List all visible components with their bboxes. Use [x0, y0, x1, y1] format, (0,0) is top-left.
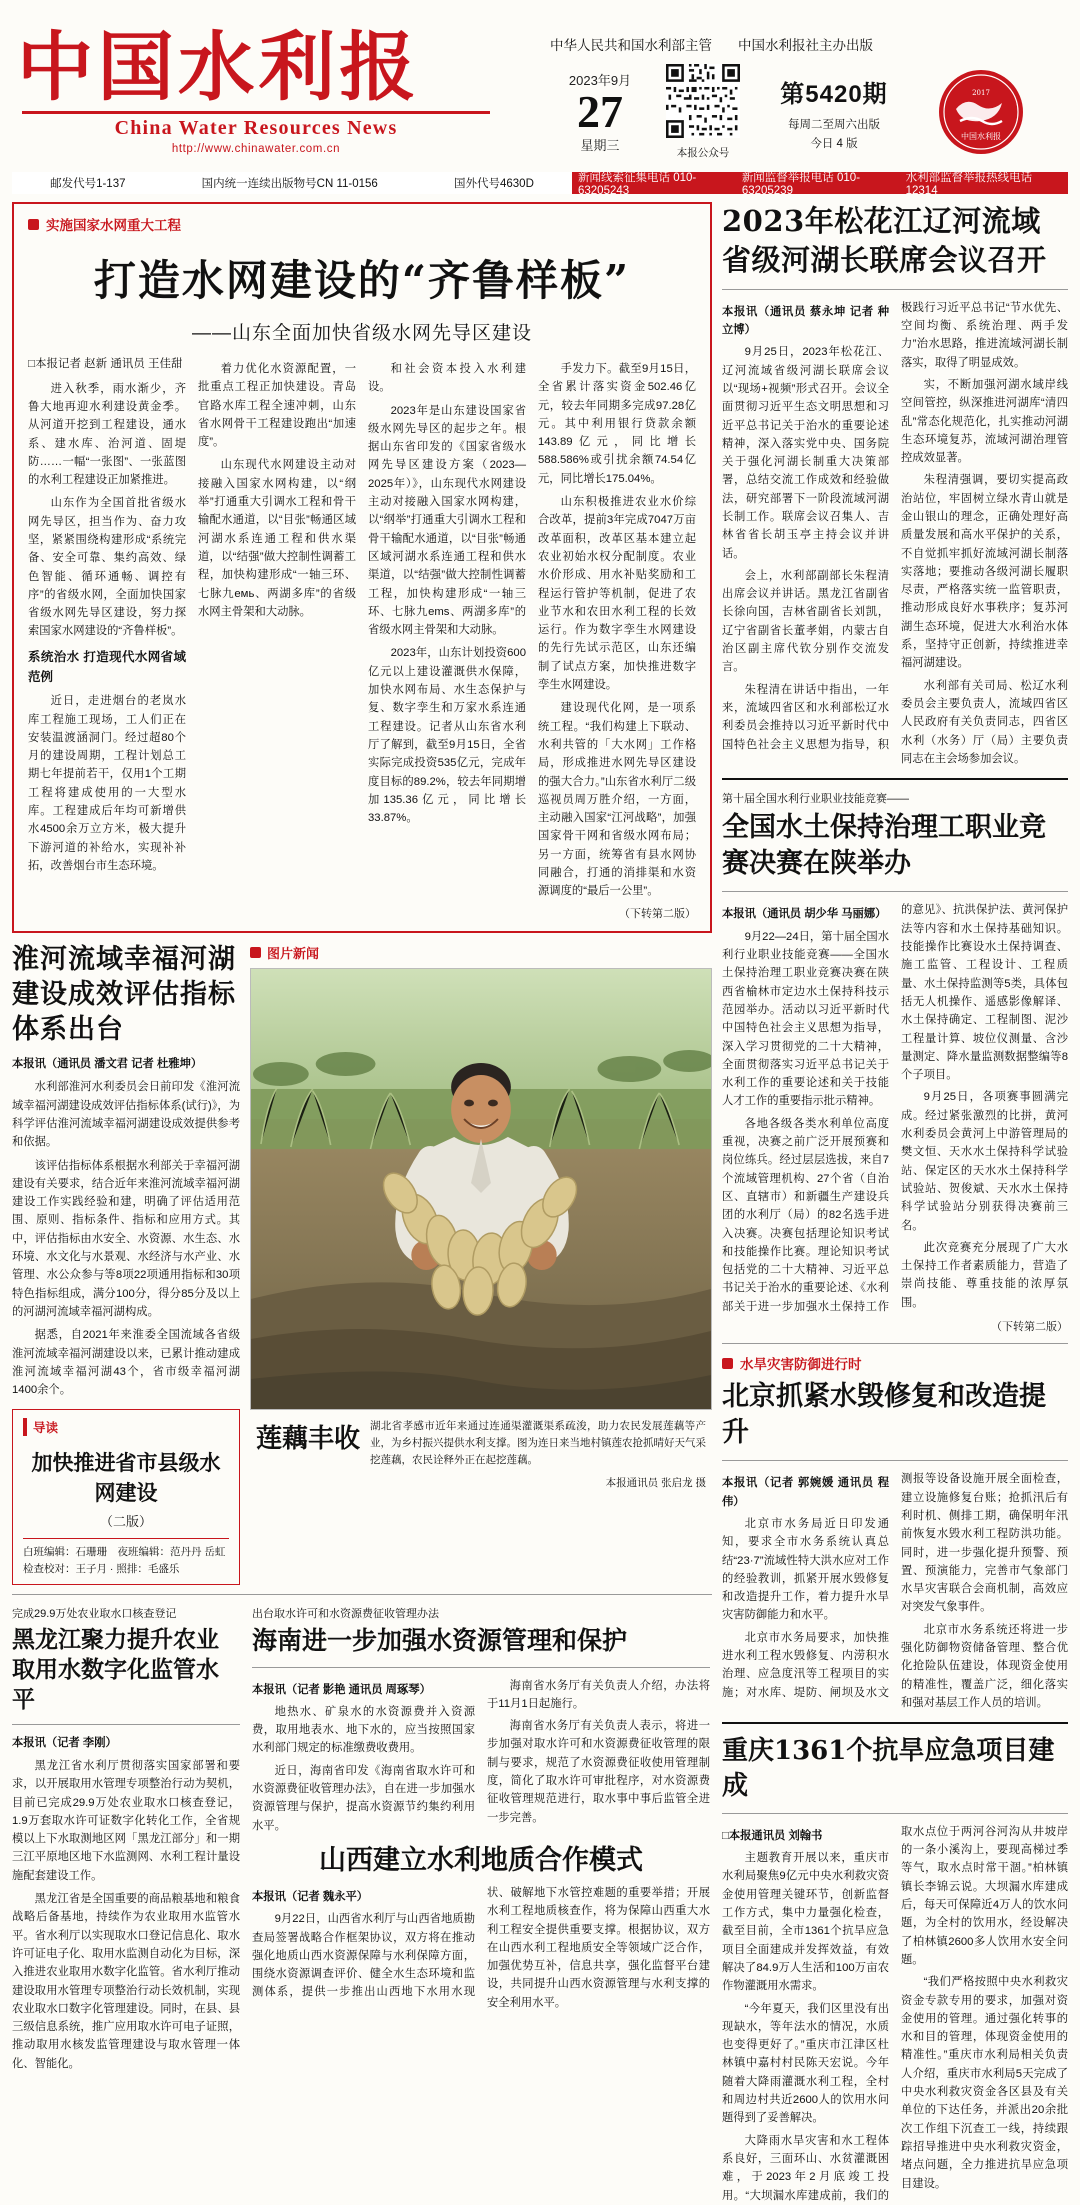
date-day: 27	[577, 86, 623, 137]
news-supervise-phone: 新闻监督举报电话 010-63205239	[741, 172, 861, 197]
lead-col-2	[198, 355, 356, 923]
overseas-code: 国外代号4630D	[454, 178, 534, 190]
lead-story	[12, 202, 712, 933]
code-bar-right	[572, 172, 1068, 197]
editor-line-1: 白班编辑：石珊珊 夜班编辑：范丹丹 岳虹	[23, 1546, 226, 1559]
postal-code: 邮发代号1-137	[50, 178, 126, 190]
hainan-byline: 本报讯（记者 影艳 通讯员 周琢琴）	[252, 1683, 431, 1696]
huaihe-article	[12, 943, 240, 1585]
divider	[722, 891, 1068, 892]
beijing-kicker-label: 水旱灾害防御进行时	[740, 1357, 862, 1373]
skills-kicker: 第十届全国水利行业职业技能竞赛——	[722, 793, 909, 806]
shanxi-body	[252, 1884, 710, 2012]
photo-news-kicker	[250, 943, 712, 962]
heilongjiang-kicker: 完成29.9万处农业取水口核查登记	[12, 1608, 177, 1620]
third-row	[12, 1605, 712, 2078]
divider	[252, 1667, 710, 1668]
chongqing-article	[722, 1734, 1068, 2205]
issue-block	[754, 74, 914, 151]
masthead	[12, 0, 1068, 160]
paragraph: 实，不断加强河湖水域岸线空间管控，纵深推进河湖库“清四乱”常态化规范化，扎实推动河湖生态环境复苏，流域河湖治理管控成效显著。	[901, 378, 1068, 465]
paragraph: 此次竞赛充分展现了广大水土保持工作者素质能力，营造了崇尚技能、尊重技能的浓厚氛围。	[901, 1241, 1068, 1309]
left-column	[12, 202, 712, 2205]
divider	[722, 1813, 1068, 1814]
heilongjiang-article	[12, 1605, 240, 2078]
heilongjiang-body	[12, 1734, 240, 2073]
divider	[722, 289, 1068, 290]
lead-headline: 打造水网建设的“齐鲁样板”	[93, 256, 631, 305]
code-bar	[12, 172, 1068, 197]
paragraph	[252, 1888, 475, 1906]
paragraph: 主题教育开展以来，重庆市水利局聚焦9亿元中央水利救灾资金使用管理关键环节，创新监督工作方式，集中力量强化检查，截至目前，全市1361个抗旱应急项目全面建成并发挥效益，有效解决了84.9万人生活和100万亩农作物灌溉用水需求。	[722, 1852, 889, 1993]
guide-credits	[23, 1538, 229, 1578]
chongqing-byline: □本报通讯员 刘翰书	[722, 1829, 823, 1842]
photo-caption-title: 莲藕丰收	[256, 1424, 361, 1455]
paragraph: 9月22日，山西省水利厅与山西省地质勘查局签署战略合作框架协议，双方将在推动强化地质山西水资源保障与水利保障方面，围绕水资源调查评价、健全水生态环境和监测体系，提供一步推出山西地下水用水现状、破解地下水管控难题的重要举措；开展水利工程地质核查作，将为保障山西重大水利工程安全提供重要支撑。根据协议，双方在山西水利工程地质安全等领域广泛合作，加强优势互补，信息共享，强化监督平台建设，共同提升山西水资源管理与水利支撑的安全利用水平。	[252, 1886, 710, 2009]
paragraph: 朱程清强调，要切实提高政治站位，牢固树立绿水青山就是金山银山的理念，正确处理好高质量发展和高水平保护的关系，不自觉抓牢抓好流域河湖长制落实落地；要推动各级河湖长履职尽责，严格落实统一监管职责，推动形成良好水事秩序；复苏河湖生态环境，促进大水利治水体系，坚持守正创新，持续推进幸福河湖建设。	[901, 474, 1068, 670]
photo-caption-row	[250, 1410, 712, 1470]
hainan-kicker: 出台取水许可和水资源费征收管理办法	[252, 1608, 439, 1620]
heilongjiang-headline: 黑龙江聚力提升农业取用水数字化监管水平	[12, 1626, 219, 1713]
songhua-liaohe-article	[722, 202, 1068, 768]
paragraph: 手发力下。截至9月15日，全省累计落实资金502.46亿元，较去年同期多完成97.28亿元。其中利用银行贷款余额143.89亿元，同比增长588.586%或引扰余额74.54亿元，同比增长175.04%。	[538, 363, 696, 485]
paragraph	[12, 1734, 240, 1752]
lead-col-4	[538, 355, 696, 923]
qr-code-block[interactable]	[666, 64, 740, 160]
square-bullet-icon	[250, 947, 261, 958]
date-year-month: 2023年9月	[568, 73, 632, 88]
cn-serial: 国内统一连续出版物号CN 11-0156	[201, 178, 378, 190]
chongqing-headline: 重庆1361个抗旱应急项目建成	[722, 1736, 1055, 1802]
divider	[12, 1724, 240, 1725]
lead-kicker	[28, 214, 696, 234]
continuation-note: （下转第二版）	[991, 1321, 1068, 1334]
skills-competition-article	[722, 790, 1068, 1334]
guide-box[interactable]	[12, 1409, 240, 1585]
paragraph: 朱程清在讲话中指出，一年来，流域四省区和水利部松辽水利委员会推持以习近平新时代中国特色社会主义思想为指导，积极践行习近平总书记“节水优先、空间均衡、系统治理、两手发力”治水思路，推进流域河湖长制落实，取得了明显成效。	[722, 301, 1068, 751]
paragraph: 山东现代水网建设主动对接融入国家水网构建，以“纲举”打通重大引调水工程和骨干输配水通道，以“目张”畅通区域河湖水系连通工程和供水渠道，以“结强”做大控制性调蓄工程，加快构建形成“一轴三环、七脉九емь、两湖多库”的省级水网主骨架和大动脉。	[198, 459, 356, 618]
lead-byline: □本报记者 赵新 通讯员 王佳甜	[28, 358, 183, 370]
paragraph: 9月25日，2023年松花江、辽河流域省级河湖长联席会议以“现场+视频”形式召开。会议全面贯彻习近平生态文明思想和习近平总书记关于治水的重要论述精神，深入落实党中央、国务院关于强化河湖长制重大决策部署，总结交流工作成效和经验做法，研究部署下一阶段流域河湖长制工作。联席会议召集人、吉林省省长胡玉亭主持会议并讲话。	[722, 346, 889, 560]
seal-icon	[938, 69, 1024, 155]
paragraph: 9月22—24日，第十届全国水利行业职业技能竞赛——全国水土保持治理工职业竞赛决赛在陕西省榆林市定边水土保持科技示范园举办。活动以习近平新时代中国特色社会主义思想为指导，深入学习贯彻党的二十大精神，全面贯彻落实习近平总书记关于水利工作的重要论述和关于技能人才工作的重要指示批示精神。	[722, 930, 889, 1108]
square-bullet-icon	[722, 1358, 733, 1369]
paragraph: 海南省水务厅有关负责人表示，将进一步加强对取水许可和水资源费征收管理的限制与要求，规范了水资源费征收使用管理制度，简化了取水许可审批程序，对水资源费征收管理规范进行，取水事中事后监管全进一步完善。	[487, 1720, 710, 1824]
lotus-root-harvest-photo	[251, 969, 711, 1409]
masthead-right	[532, 28, 1058, 160]
huaihe-byline: 本报讯（通讯员 潘文君 记者 杜雅坤）	[12, 1058, 203, 1071]
paragraph: 山东作为全国首批省级水网先导区，担当作为、奋力攻坚，紧紧围绕构建形成“系统完备、安全可靠、集约高效、绿色智能、循环通畅、调控有序”的省级水网，全面加快国家省级水网先导区建设，努力探索国家水网建设的“齐鲁样板”。	[28, 497, 186, 638]
paragraph: 地热水、矿泉水的水资源费并入资源费，取用地表水、地下水的，应当按照国家水利部门规定的标准缴费收费用。	[252, 1705, 475, 1755]
page-content	[12, 202, 1068, 2205]
editor-line-2: 检查校对：王子月 · 照排：毛盛乐	[23, 1563, 180, 1576]
paragraph: 黑龙江省是全国重要的商品粮基地和粮食战略后备基地，持续作为农业取用水监管水平。省水利厅以实现取水口登记信息化、取水许可证电子化、取用水监测自动化为目标，深入推进农业取用水数字化监管。省水利厅推动建设取用水管理专项整治行动长效机制，实现农业取水口数字化管理建设。同时，在县、县三级信息系统，推广应用取水许可电子证照，推动取用水核发监管理建设与取水管理一体化、智能化。	[12, 1893, 240, 2070]
continuation-note: （下转第二版）	[619, 907, 696, 920]
paragraph	[12, 1055, 240, 1073]
ministry-hotline: 水利部监督举报热线电话 12314	[905, 172, 1033, 197]
paragraph: 和社会资本投入水利建设。	[368, 363, 526, 394]
logo-divider	[22, 111, 490, 114]
beijing-article	[722, 1353, 1068, 1712]
songhua-body	[722, 299, 1068, 768]
paragraph: 据悉，自2021年来淮委全国流域各省级淮河流域幸福河湖建设以来，已累计推动建成淮河流域幸福河湖43个，省市级幸福河湖1400余个。	[12, 1329, 240, 1397]
anniversary-seal	[938, 69, 1024, 155]
paragraph: 北京市水务局近日印发通知，要求全市水务系统认真总结“23·7”流域性特大洪水应对工作的经验教训，抓紧开展水毁修复和改造提升工作，着力提升水旱灾害防御能力和水平。	[722, 1517, 889, 1622]
huaihe-body	[12, 1055, 240, 1399]
paragraph: 海南省水务厅有关负责人介绍，办法将于11月1日起施行。	[487, 1679, 710, 1710]
paragraph: 大降雨水旱灾害和水工程体系良好，三面环山、水贫灌溉困难，于2023年2月底竣工投用。“大坝漏水库建成前，我们的取水点位于两河谷河沟从井坡岸的一条小溪沟上，要现高梯过季等气，取水点时常干涸。”柏林镇镇长李锦云说。大坝漏水库建成后，每天可保障近4万人的饮水问题，为全村的饮用水，经设解决了柏林镇2600多人饮用水安全问题。	[722, 1825, 1068, 2202]
paragraph: 黑龙江省水利厅贯彻落实国家部署和要求，以开展取用水管理专项整治行动为契机，目前已完成29.9万处农业取水口核查登记，1.9万套取水许可证数字化转化工作，全省规模以上下水取测地区网「黑龙江部分」和一期三江平原地区地下水监测网、水利工程计量设施配套建设工作。	[12, 1759, 240, 1882]
paragraph: 该评估指标体系根据水利部关于幸福河湖建设有关要求，结合近年来淮河流域幸福河湖建设工作实践经验和建，明确了评估适用范围、原则、指标条件、指标和应用方式。其中，评估指标由水安全、水资源、水生态、水环境、水文化与水景观、水经济与水产业、水管理、水公众参与等8项22项通用指标和30项特色指标组成，满分100分，得分85分及以上的河湖河流域幸福河湖构成。	[12, 1159, 240, 1318]
chongqing-body	[722, 1823, 1068, 2205]
paragraph: 近日，走进烟台的老岚水库工程施工现场，工人们正在安装温渡涵洞门。经过超80个月的建设周期，工程计划总工期七年提前若干，仅用1个工期工程将建成使用的一大型水库。工程建成后年均可新增供水4500余万立方米，极大提升下游河道的补给水，实现补补拓，改善烟台市生态环境。	[28, 695, 186, 872]
divider	[722, 1722, 1068, 1724]
svg-text:中国水利报: 中国水利报	[961, 132, 1001, 141]
masthead-supervisors	[548, 28, 1058, 64]
photo-news-label: 图片新闻	[267, 946, 320, 962]
lead-section-head: 系统治水 打造现代水网省域范例	[28, 649, 186, 685]
beijing-byline: 本报讯（记者 郭婉媛 通讯员 程伟）	[722, 1477, 889, 1508]
date-weekday: 星期三	[580, 138, 620, 153]
beijing-body	[722, 1470, 1068, 1712]
beijing-headline: 北京抓紧水毁修复和改造提升	[722, 1381, 1046, 1449]
paragraph	[252, 1681, 475, 1699]
skills-byline: 本报讯（通讯员 胡少华 马丽娜）	[722, 908, 887, 921]
lead-col-1	[28, 355, 186, 923]
paragraph: 2023年，山东计划投资600亿元以上建设灌溉供水保障，加快水网布局、水生态保护与复、数字孪生和万家水系连通工程建设。记者从山东省水利厅了解到，截至9月15日，全省实际完成投资535亿元，完成年度目标的89.2%，较去年同期增加135.36亿元，同比增长33.87%。	[368, 647, 526, 825]
qr-code-icon[interactable]	[666, 64, 740, 138]
paragraph: 北京市水务局要求，加快推进水利工程水毁修复、内涝积水治理、应急度汛等工程项目的实施；对水库、堤防、闸坝及水文测报等设备设施开展全面检查，建立设施修复台账；抢抓汛后有利时机、侧排工期，确保明年汛前恢复水毁水利工程防洪功能。同时，进一步强化提升预警、预置、预演能力，完善市气象部门水旱灾害联合会商机制，高效应对突发气象事件。	[722, 1473, 1068, 1699]
paragraph: 近日，海南省印发《海南省取水许可和水资源费征收管理办法》，自在进一步加强水资源管理与保护，提高水资源节约集约利用水平。	[252, 1764, 475, 1832]
paragraph: 进入秋季，雨水渐少，齐鲁大地再迎水利建设黄金季。从河道开挖到工程建设，通水系、建水库、治河道、固堤防……一幅“一张图”、一张蓝图的水利工程建设正加紧推进。	[28, 382, 186, 487]
paragraph: 会上，水利部副部长朱程清出席会议并讲话。黑龙江省副省长徐向国，吉林省副省长刘凯，辽宁省副省长董孝娟，内蒙古自治区副主席代钦分别作交流发言。	[722, 569, 889, 674]
paragraph: 山东积极推进农业水价综合改革，提前3年完成7047万亩改革面积，改革区基本建立起农业初始水权分配制度。农业水价形成、用水补贴奖励和工程运行管护等机制，促进了农业节水和农田水利工程的长效运行。作为数字孪生水网建设的先行先试示范区，山东还编制了试点方案，加快推进数字孪生水网建设。	[538, 496, 696, 692]
lead-col-3	[368, 355, 526, 923]
paragraph: 水利部有关司局、松辽水利委员会主要负责人，流域四省区人民政府有关负责同志，四省区水利（水务）厅（局）主要负责同志在主会场参加会议。	[901, 679, 1068, 765]
second-row	[12, 943, 712, 1585]
paper-title-cn: 中国水利报	[16, 23, 420, 111]
paragraph	[722, 905, 889, 923]
qr-caption: 本报公众号	[676, 147, 730, 159]
paper-title-en: China Water Resources News	[114, 116, 398, 139]
page-count: 今日 4 版	[810, 137, 858, 150]
beijing-kicker	[722, 1353, 1068, 1373]
skills-body	[722, 901, 1068, 1316]
heilongjiang-byline: 本报讯（记者 李刚）	[12, 1736, 117, 1749]
hainan-article	[252, 1605, 710, 2078]
right-column	[722, 202, 1068, 2205]
shanxi-byline: 本报讯（记者 魏永平）	[252, 1890, 369, 1903]
guide-tag: 导读	[23, 1418, 58, 1436]
songhua-headline: 2023年松花江辽河流域省级河湖长联席会议召开	[722, 204, 1047, 277]
lead-subheadline: ——山东全面加快省级水网先导区建设	[191, 323, 532, 344]
issue-number: 第5420期	[780, 80, 888, 108]
divider	[722, 1343, 1068, 1344]
photo-frame	[250, 968, 712, 1410]
paragraph: 各地各级各类水利单位高度重视，决赛之前广泛开展预赛和岗位练兵。经过层层选拔，来自7个流域管理机构、27个省（自治区、直辖市）和新疆生产建设兵团的水利厅（局）的82名选手进入决赛。决赛包括理论知识考试和技能操作比赛。理论知识考试包括党的二十大精神、习近平总书记关于治水的重要论述、《水利部关于进一步加强水土保持工作的意见》、抗洪保护法、黄河保护法等内容和水土保持基础知识。技能操作比赛设水土保持调查、施工监管、工程设计、工程质量、水土保持监测等5类，具体包括无人机操作、遥感影像解译、水土保持确定、工程制图、泥沙工程量计算、坡位仪测量、含沙量测定、降水量监测数据整编等8个子项目。	[722, 904, 1068, 1313]
paragraph: 着力优化水资源配置，一批重点工程正加快建设。青岛官路水库工程全速冲刺，山东省水网骨干工程建设跑出“加速度”。	[198, 363, 356, 449]
paragraph	[722, 303, 889, 340]
paragraph	[722, 1474, 889, 1511]
svg-text:2017: 2017	[972, 89, 990, 97]
photo-credit: 本报通讯员 张启龙 摄	[605, 1476, 706, 1489]
publish-frequency: 每周二至周六出版	[788, 118, 880, 131]
hainan-body	[252, 1677, 710, 1835]
divider	[12, 1594, 712, 1595]
paragraph	[722, 1827, 889, 1845]
photo-news	[250, 943, 712, 1585]
paragraph: 北京市水务系统还将进一步强化防御物资储备管理、整合优化抢险队伍建设，体现资金使用的精准性，覆盖广泛，细化落实和强对基层工作人员的培训。	[901, 1623, 1068, 1709]
paper-url: http://www.chinawater.com.cn	[171, 142, 341, 155]
code-bar-left	[12, 172, 572, 194]
skills-headline: 全国水土保持治理工职业竞赛决赛在陕举办	[722, 812, 1046, 880]
publisher-label: 中国水利报社主办出版	[738, 38, 873, 53]
guide-page-ref: （二版）	[99, 1514, 152, 1530]
hainan-headline: 海南进一步加强水资源管理和保护	[252, 1626, 628, 1655]
news-tip-phone: 新闻线索征集电话 010-63205243	[578, 172, 697, 197]
divider	[722, 1460, 1068, 1461]
songhua-byline: 本报讯（通讯员 蔡永坤 记者 种立博）	[722, 305, 889, 337]
paragraph: 2023年是山东建设国家省级水网先导区的起步之年。根据山东省印发的《国家省级水网先导区建设方案（2023—2025年）》，山东现代水网建设主动对接融入国家水网构建，以“纲举”打通重大引调水工程和骨干输配水通道，以“目张”畅通区域河湖水系连通工程和供水渠道，以“结强”做大控制性调蓄工程，加快构建形成“一轴三环、七脉九ems、两湖多库”的省级水网主骨架和大动脉。	[368, 404, 526, 637]
paragraph: 建设现代化网，是一项系统工程。“我们构建上下联动、水利共管的「大水网」工作格局，形成推进水网先导区建设的强大合力。”山东省水利厅二级巡视员周万胜介绍，一方面，主动融入国家“江河战略”，加强国家骨干网和省级水网布局；另一方面，统筹省有县水网协同融合，打通的消排渠和水资源调度的“最后一公里”。	[538, 702, 696, 898]
paragraph: 9月25日，各项赛事圆满完成。经过紧张激烈的比拼，黄河水利委员会黄河上中游管理局的樊文恒、天水水土保持科学试验站、保定区的天水水土保持科学试验站、贺俊斌、天水水土保持科学试验站分别获得决赛前三名。	[901, 1091, 1068, 1232]
paragraph: “我们严格按照中央水利救灾资金专款专用的要求，加强对资金使用的管理。通过强化转事的水和目的管理，体现资金使用的精准性。”重庆市水利局相关负责人介绍，重庆市水利局5天完成了中央水利救灾资金各区县及有关单位的下达任务，并派出20余批次工作组下沉查工一线，持续跟踪招导推进中央水利救灾资金，堵点问题，全力推进抗旱应急项目建设。	[901, 1976, 1068, 2190]
masthead-logo	[16, 23, 532, 155]
lead-body	[28, 355, 696, 923]
issue-date	[548, 70, 652, 154]
shanxi-headline: 山西建立水利地质合作模式	[319, 1844, 643, 1876]
square-bullet-icon	[28, 219, 39, 230]
lead-kicker-label: 实施国家水网重大工程	[46, 218, 181, 233]
photo-caption-text: 湖北省孝感市近年来通过连通渠灌溉渠系疏浚，助力农民发展莲藕等产业，为乡村振兴提供水利支撑。图为连日来当地村镇莲农抢抓晴好天气采挖莲藕，农民诠释外正在起挖莲藕。	[370, 1420, 707, 1467]
masthead-info	[548, 64, 1058, 160]
divider	[722, 778, 1068, 780]
paragraph: “今年夏天，我们区里没有出现缺水，等年法水的情况，水质也变得更好了。”重庆市江津区杜林镇中嘉村村民陈天宏说。今年随着大降雨灌溉水利工程，全村和周边村共近2600人的饮用水问题得到了妥善解决。	[722, 2002, 889, 2125]
guide-title[interactable]: 加快推进省市县级水网建设	[31, 1450, 221, 1506]
supervisor-label: 中华人民共和国水利部主管	[550, 38, 712, 53]
huaihe-headline: 淮河流域幸福河湖建设成效评估指标体系出台	[12, 944, 236, 1045]
paragraph: 水利部淮河水利委员会日前印发《淮河流域幸福河湖建设成效评估指标体系(试行)》，为科学评估淮河流域幸福河湖建设成效提供参考和依据。	[12, 1081, 240, 1149]
